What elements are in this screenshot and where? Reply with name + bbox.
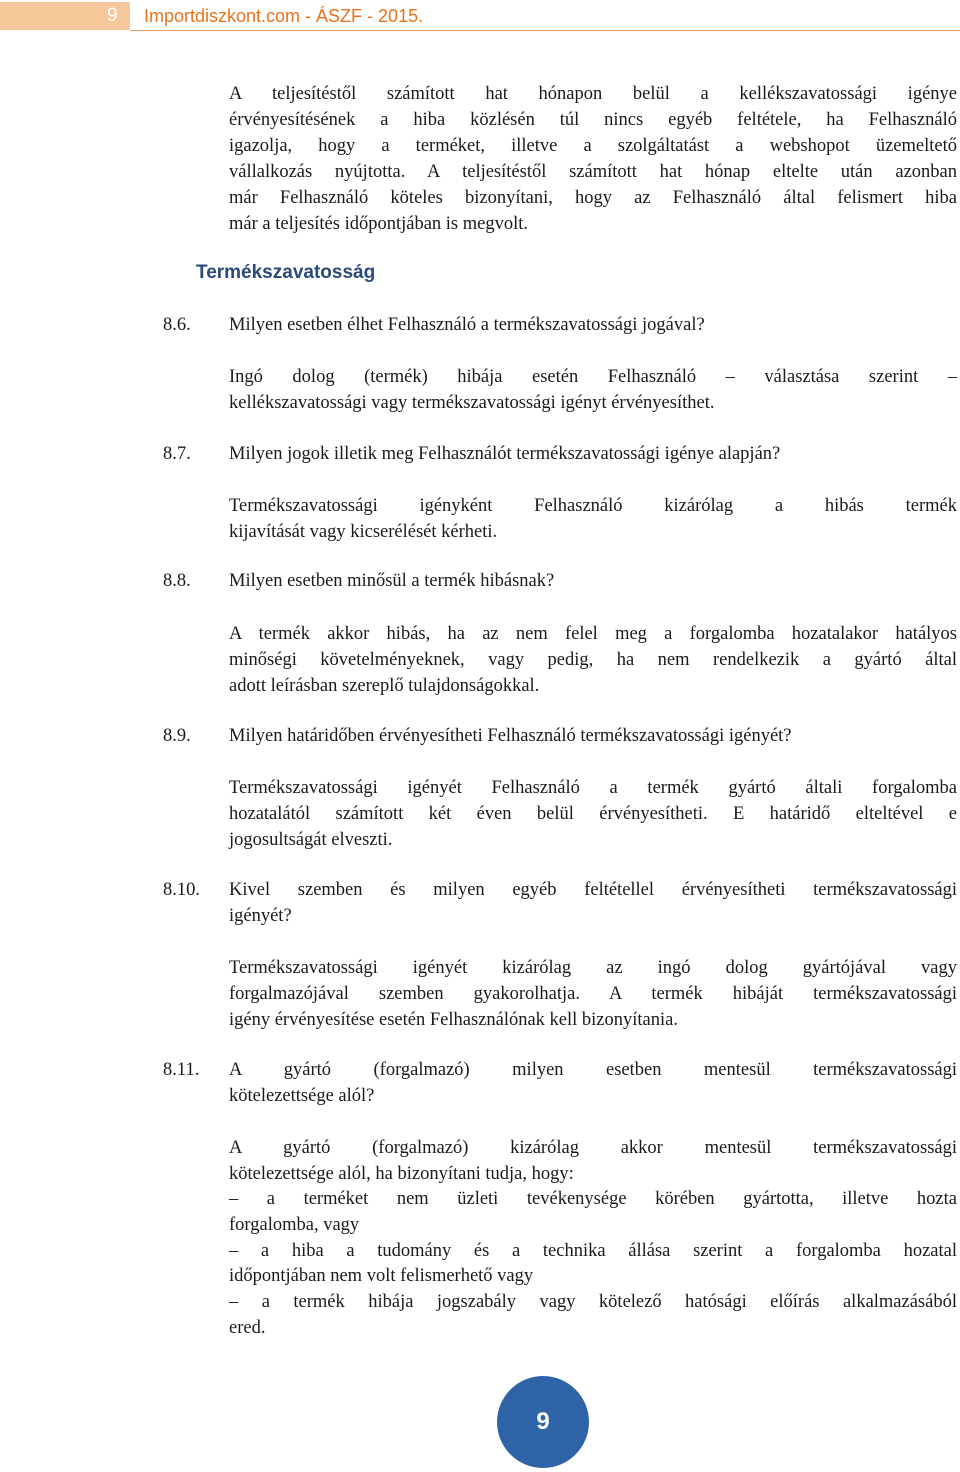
item-question: Milyen esetben minősül a termék hibásnak? [229, 571, 555, 591]
item-answer-line: igény érvényesítése esetén Felhasználónak kell bizonyítania. [229, 1010, 678, 1030]
item-answer-line: A gyártó (forgalmazó) kizárólag akkor mentesül termékszavatossági [229, 1138, 957, 1158]
item-number: 8.6. [163, 315, 191, 335]
item-number: 8.8. [163, 571, 191, 591]
item-question: igényét? [229, 906, 292, 926]
page-header [0, 0, 960, 32]
item-answer-line: ered. [229, 1318, 266, 1338]
item-answer-line: minőségi követelményeknek, vagy pedig, ha nem rendelkezik a gyártó által [229, 650, 957, 670]
item-answer-line: kellékszavatossági vagy termékszavatossági igényt érvényesíthet. [229, 393, 715, 413]
item-question: Milyen esetben élhet Felhasználó a termékszavatossági jogával? [229, 315, 705, 335]
item-answer-line: Termékszavatossági igényét kizárólag az ingó dolog gyártójával vagy [229, 958, 957, 978]
header-title: Importdiszkont.com - ÁSZF - 2015. [144, 6, 424, 26]
item-number: 8.7. [163, 444, 191, 464]
item-answer-line: A termék akkor hibás, ha az nem felel meg a forgalomba hozatalakor hatályos [229, 624, 957, 644]
item-answer-line: Ingó dolog (termék) hibája esetén Felhasználó – választása szerint – [229, 367, 957, 387]
item-question: A gyártó (forgalmazó) milyen esetben mentesül termékszavatossági [229, 1060, 957, 1080]
intro-line: A teljesítéstől számított hat hónapon belül a kellékszavatossági igénye [229, 84, 957, 104]
intro-line: igazolja, hogy a terméket, illetve a szolgáltatást a webshopot üzemeltető [229, 136, 957, 156]
item-answer-line: Termékszavatossági igényként Felhasználó kizárólag a hibás termék [229, 496, 957, 516]
header-page-number: 9 [0, 2, 130, 30]
item-number: 8.9. [163, 726, 191, 746]
item-number: 8.11. [163, 1060, 200, 1080]
item-answer-line: kötelezettsége alól, ha bizonyítani tudja, hogy: [229, 1164, 574, 1184]
section-heading: Termékszavatosság [196, 262, 376, 283]
intro-line: már Felhasználó köteles bizonyítani, hogy az Felhasználó által felismert hiba [229, 188, 957, 208]
item-answer-line: adott leírásban szereplő tulajdonságokkal. [229, 676, 540, 696]
item-answer-line: hozatalától számított két éven belül érvényesítheti. E határidő elteltével e [229, 804, 957, 824]
item-answer-line: Termékszavatossági igényét Felhasználó a termék gyártó általi forgalomba [229, 778, 957, 798]
item-answer-line: – a hiba a tudomány és a technika állása szerint a forgalomba hozatal [229, 1241, 957, 1261]
item-answer-line: kijavítását vagy kicserélését kérheti. [229, 522, 498, 542]
intro-line: vállalkozás nyújtotta. A teljesítéstől számított hat hónap eltelte után azonban [229, 162, 957, 182]
item-answer-line: jogosultságát elveszti. [229, 830, 393, 850]
item-number: 8.10. [163, 880, 200, 900]
item-question: kötelezettsége alól? [229, 1086, 375, 1106]
intro-line: már a teljesítés időpontjában is megvolt. [229, 214, 529, 234]
item-answer-line: – a termék hibája jogszabály vagy kötelező hatósági előírás alkalmazásából [229, 1292, 957, 1312]
header-divider [130, 30, 960, 31]
intro-line: érvényesítésének a hiba közlésén túl nincs egyéb feltétele, ha Felhasználó [229, 110, 957, 130]
item-question: Milyen határidőben érvényesítheti Felhasználó termékszavatossági igényét? [229, 726, 792, 746]
footer-page-number: 9 [497, 1376, 589, 1468]
item-answer-line: forgalmazójával szemben gyakorolhatja. A termék hibáját termékszavatossági [229, 984, 957, 1004]
item-question: Milyen jogok illetik meg Felhasználót termékszavatossági igénye alapján? [229, 444, 781, 464]
item-question: Kivel szemben és milyen egyéb feltétellel érvényesítheti termékszavatossági [229, 880, 957, 900]
item-answer-line: időpontjában nem volt felismerhető vagy [229, 1266, 534, 1286]
item-answer-line: – a terméket nem üzleti tevékenysége körében gyártotta, illetve hozta [229, 1189, 957, 1209]
item-answer-line: forgalomba, vagy [229, 1215, 360, 1235]
